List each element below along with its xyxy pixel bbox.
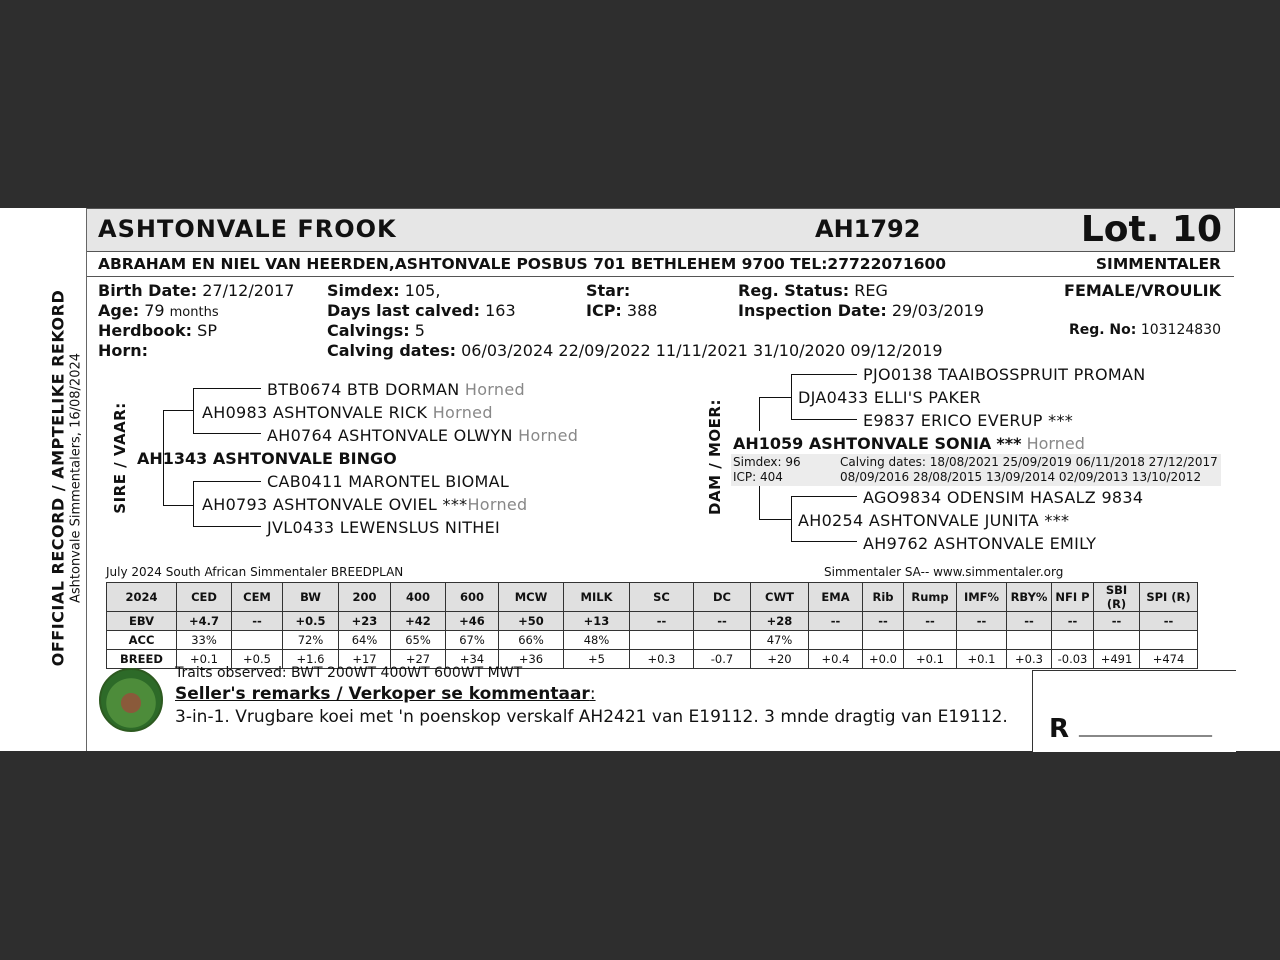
animal-name: ASHTONVALE FROOK xyxy=(98,215,397,243)
divider xyxy=(87,276,1234,277)
header-cell: MCW xyxy=(499,583,564,612)
acc-cell: 47% xyxy=(751,631,809,650)
breed-cell: -0.7 xyxy=(694,650,751,669)
ebv-table xyxy=(106,582,1198,669)
owner-line: ABRAHAM EN NIEL VAN HEERDEN,ASHTONVALE POSBUS 701 BETHLEHEM 9700 TEL:27722071600 xyxy=(98,255,947,273)
header-cell: IMF% xyxy=(957,583,1007,612)
acc-cell: 67% xyxy=(446,631,499,650)
sire-sire-dam: AH0764 ASHTONVALE OLWYN Horned xyxy=(267,426,579,445)
ebv-cell: -- xyxy=(694,612,751,631)
breed-cell: +0.3 xyxy=(1007,650,1052,669)
acc-cell xyxy=(1052,631,1094,650)
seller-remarks: 3-in-1. Vrugbare koei met 'n poenskop verskalf AH2421 van E19112. 3 mnde dragtig van E19112. xyxy=(175,707,1008,727)
breed-cell: +0.1 xyxy=(904,650,957,669)
ebv-cell: -- xyxy=(904,612,957,631)
header-cell: SC xyxy=(630,583,694,612)
lot-card xyxy=(86,208,1235,751)
header-cell: MILK xyxy=(564,583,630,612)
breed-cell: +27 xyxy=(391,650,446,669)
header-cell: CWT xyxy=(751,583,809,612)
header-cell: Rump xyxy=(904,583,957,612)
ebv-cell: +42 xyxy=(391,612,446,631)
header-cell: SPI (R) xyxy=(1140,583,1198,612)
breed-cell: +0.3 xyxy=(630,650,694,669)
table-row-ebv xyxy=(107,612,1198,631)
acc-cell xyxy=(904,631,957,650)
star: Star: xyxy=(586,281,631,300)
ebv-cell: -- xyxy=(809,612,863,631)
breed-cell: +0.4 xyxy=(809,650,863,669)
ebv-cell: EBV xyxy=(107,612,177,631)
dam-sire-dam: E9837 ERICO EVERUP *** xyxy=(863,411,1074,430)
breed-cell: +34 xyxy=(446,650,499,669)
ebv-cell: -- xyxy=(232,612,283,631)
dam-dam-dam: AH9762 ASHTONVALE EMILY xyxy=(863,534,1097,553)
acc-cell: 64% xyxy=(339,631,391,650)
dam-dam-sire: AGO9834 ODENSIM HASALZ 9834 xyxy=(863,488,1144,507)
sire-dam: AH0793 ASHTONVALE OVIEL ***Horned xyxy=(202,495,528,514)
ebv-cell: +13 xyxy=(564,612,630,631)
traits-observed: Traits observed: BWT 200WT 400WT 600WT MWT xyxy=(175,665,523,681)
ebv-cell: +4.7 xyxy=(177,612,232,631)
dam-bracket xyxy=(759,397,760,431)
header-cell: Rib xyxy=(863,583,904,612)
header-bar xyxy=(87,208,1235,252)
dam-sire: DJA0433 ELLI'S PAKER xyxy=(798,388,982,407)
website-caption: Simmentaler SA-- www.simmentaler.org xyxy=(824,565,1064,579)
simmentaler-logo-icon xyxy=(99,668,163,732)
animal-code: AH1792 xyxy=(815,215,921,243)
breed-name: SIMMENTALER xyxy=(1095,255,1221,273)
simdex: Simdex: 105, xyxy=(327,281,441,300)
header-cell: DC xyxy=(694,583,751,612)
dam-simdex: Simdex: 96 xyxy=(733,455,801,469)
breedplan-caption: July 2024 South African Simmentaler BREEDPLAN xyxy=(106,565,404,579)
breed-cell: +0.5 xyxy=(232,650,283,669)
horn: Horn: xyxy=(98,341,149,360)
ebv-cell: +50 xyxy=(499,612,564,631)
herdbook: Herdbook: SP xyxy=(98,321,217,340)
dam-sire-sire: PJO0138 TAAIBOSSPRUIT PROMAN xyxy=(863,365,1146,384)
icp: ICP: 388 xyxy=(586,301,658,320)
dam-calving-dates-2: 08/09/2016 28/08/2015 13/09/2014 02/09/2013 13/10/2012 xyxy=(840,470,1202,484)
breed-cell: +0.1 xyxy=(177,650,232,669)
header-cell: EMA xyxy=(809,583,863,612)
acc-cell xyxy=(232,631,283,650)
inspection-date: Inspection Date: 29/03/2019 xyxy=(738,301,985,320)
ebv-cell: +28 xyxy=(751,612,809,631)
sire-dam-dam: JVL0433 LEWENSLUS NITHEI xyxy=(267,518,501,537)
reg-no: Reg. No: 103124830 xyxy=(1068,322,1221,338)
acc-cell xyxy=(694,631,751,650)
header-cell: 400 xyxy=(391,583,446,612)
table-row-acc xyxy=(107,631,1198,650)
table-header-row xyxy=(107,583,1198,612)
ebv-cell: -- xyxy=(1052,612,1094,631)
breed-cell: +20 xyxy=(751,650,809,669)
sex: FEMALE/VROULIK xyxy=(1064,281,1221,300)
reg-status: Reg. Status: REG xyxy=(738,281,888,300)
header-cell: CEM xyxy=(232,583,283,612)
acc-cell: ACC xyxy=(107,631,177,650)
header-cell: 200 xyxy=(339,583,391,612)
breed-cell: BREED xyxy=(107,650,177,669)
header-cell: RBY% xyxy=(1007,583,1052,612)
breed-cell: +17 xyxy=(339,650,391,669)
breed-cell: +36 xyxy=(499,650,564,669)
ebv-cell: -- xyxy=(1140,612,1198,631)
acc-cell: 65% xyxy=(391,631,446,650)
ebv-cell: -- xyxy=(630,612,694,631)
dam-name: AH1059 ASHTONVALE SONIA *** Horned xyxy=(733,434,1085,453)
breed-cell: +5 xyxy=(564,650,630,669)
sire-label: SIRE / VAAR: xyxy=(111,402,129,514)
dam-dam: AH0254 ASHTONVALE JUNITA *** xyxy=(798,511,1070,530)
calving-dates: Calving dates: 06/03/2024 22/09/2022 11/11/2021 31/10/2020 09/12/2019 xyxy=(327,341,943,360)
sire-sire: AH0983 ASHTONVALE RICK Horned xyxy=(202,403,493,422)
birth-date: Birth Date: 27/12/2017 xyxy=(98,281,295,300)
breed-cell: +0.0 xyxy=(863,650,904,669)
header-cell: SBI (R) xyxy=(1094,583,1140,612)
header-cell: NFI P xyxy=(1052,583,1094,612)
ebv-cell: -- xyxy=(1094,612,1140,631)
breed-cell: +491 xyxy=(1094,650,1140,669)
breed-cell: +1.6 xyxy=(283,650,339,669)
breed-cell: -0.03 xyxy=(1052,650,1094,669)
record-source: Ashtonvale Simmentalers, 16/08/2024 xyxy=(68,352,84,604)
breed-cell: +0.1 xyxy=(957,650,1007,669)
acc-cell: 33% xyxy=(177,631,232,650)
acc-cell xyxy=(957,631,1007,650)
acc-cell xyxy=(809,631,863,650)
acc-cell: 72% xyxy=(283,631,339,650)
header-cell: 2024 xyxy=(107,583,177,612)
acc-cell xyxy=(1094,631,1140,650)
acc-cell xyxy=(1140,631,1198,650)
dam-icp: ICP: 404 xyxy=(733,470,783,484)
sire-sire-sire: BTB0674 BTB DORMAN Horned xyxy=(267,380,525,399)
ebv-cell: -- xyxy=(1007,612,1052,631)
acc-cell xyxy=(863,631,904,650)
sire-dam-sire: CAB0411 MARONTEL BIOMAL xyxy=(267,472,510,491)
acc-cell xyxy=(1007,631,1052,650)
price-currency: R xyxy=(1049,714,1070,744)
price-box xyxy=(1032,670,1236,752)
header-cell: BW xyxy=(283,583,339,612)
ebv-cell: -- xyxy=(957,612,1007,631)
ebv-cell: -- xyxy=(863,612,904,631)
dam-label: DAM / MOER: xyxy=(706,399,724,515)
acc-cell: 48% xyxy=(564,631,630,650)
breed-cell: +474 xyxy=(1140,650,1198,669)
remarks-title: Seller's remarks / Verkoper se kommentaar: xyxy=(175,684,596,704)
ebv-cell: +46 xyxy=(446,612,499,631)
price-field[interactable]: ___________________ xyxy=(1079,721,1212,737)
days-last-calved: Days last calved: 163 xyxy=(327,301,516,320)
header-cell: 600 xyxy=(446,583,499,612)
acc-cell: 66% xyxy=(499,631,564,650)
acc-cell xyxy=(630,631,694,650)
sire-name: AH1343 ASHTONVALE BINGO xyxy=(137,449,397,468)
calvings: Calvings: 5 xyxy=(327,321,425,340)
age: Age: 79 months xyxy=(98,301,219,320)
lot-number: Lot. 10 xyxy=(1080,209,1222,250)
official-record-label: OFFICIAL RECORD / AMPTELIKE REKORD xyxy=(48,289,68,667)
header-cell: CED xyxy=(177,583,232,612)
ebv-cell: +23 xyxy=(339,612,391,631)
dam-calving-dates: Calving dates: 18/08/2021 25/09/2019 06/11/2018 27/12/2017 xyxy=(840,455,1218,469)
ebv-cell: +0.5 xyxy=(283,612,339,631)
